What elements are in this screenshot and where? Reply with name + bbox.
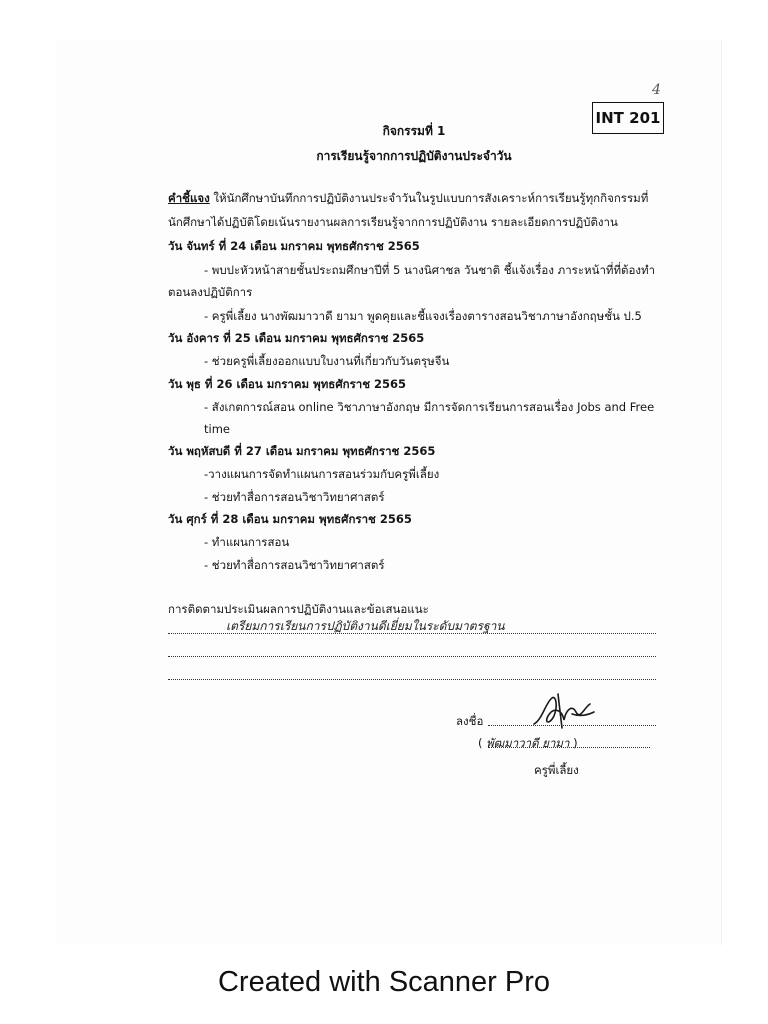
signer-name-line: ( พัฒมาวาดี ยามา ) — [478, 736, 578, 750]
day-item: - สังเกตการณ์สอน online วิชาภาษาอังกฤษ มีการจัดการเรียนการสอนเรื่อง Jobs and Free — [204, 400, 655, 414]
instruction-line-2: นักศึกษาได้ปฏิบัติโดยเน้นรายงานผลการเรียนรู้จากการปฏิบัติงาน รายละเอียดการปฏิบัติงาน — [168, 215, 618, 229]
signer-role: ครูพี่เลี้ยง — [534, 763, 579, 777]
evaluation-dotted-line — [168, 656, 656, 657]
day-item: - ช่วยทำสื่อการสอนวิชาวิทยาศาสตร์ — [204, 558, 385, 572]
day-item: - ครูพี่เลี้ยง นางพัฒมาวาดี ยามา พูดคุยและชี้แจงเรื่องตารางสอนวิชาภาษาอังกฤษชั้น ป.5 — [204, 309, 642, 323]
handwritten-signature — [528, 690, 598, 732]
page-number-mark: 4 — [652, 82, 661, 98]
day-item: ตอนลงปฏิบัติการ — [168, 285, 253, 299]
scanner-caption: Created with Scanner Pro — [217, 966, 551, 998]
day-item: time — [204, 422, 230, 436]
day-heading: วัน จันทร์ ที่ 24 เดือน มกราคม พุทธศักราช 2565 — [168, 239, 420, 253]
day-item: - ทำแผนการสอน — [204, 535, 290, 549]
day-item: -วางแผนการจัดทำแผนการสอนร่วมกับครูพี่เลี้ยง — [204, 467, 440, 481]
activity-subtitle: การเรียนรู้จากการปฏิบัติงานประจำวัน — [316, 149, 512, 163]
evaluation-label: การติดตามประเมินผลการปฏิบัติงานและข้อเสนอแนะ — [168, 602, 429, 616]
day-heading: วัน พุธ ที่ 26 เดือน มกราคม พุทธศักราช 2565 — [168, 377, 407, 391]
day-item: - พบปะหัวหน้าสายชั้นประถมศึกษาปีที่ 5 นางนิศาชล วันชาติ ชี้แจ้งเรื่อง ภาระหน้าที่ที่ต้องทำ — [204, 263, 656, 277]
sign-label: ลงชื่อ — [456, 714, 484, 728]
evaluation-dotted-line — [168, 679, 656, 680]
evaluation-handwritten-text: เตรียมการเรียนการปฏิบัติงานดีเยี่ยมในระดับมาตรฐาน — [226, 619, 505, 633]
signer-name: พัฒมาวาดี ยามา — [486, 736, 570, 750]
day-heading: วัน ศุกร์ ที่ 28 เดือน มกราคม พุทธศักราช 2565 — [168, 512, 412, 526]
day-item: - ช่วยทำสื่อการสอนวิชาวิทยาศาสตร์ — [204, 490, 385, 504]
instruction-label: คำชี้แจง — [168, 191, 210, 205]
instruction-text-1: ให้นักศึกษาบันทึกการปฏิบัติงานประจำวันในรูปแบบการสังเคราะห์การเรียนรู้ทุกกิจกรรมที่ — [213, 191, 649, 205]
course-code-box: INT 201 — [592, 102, 664, 134]
instruction-line-1 — [168, 190, 648, 208]
evaluation-dotted-line — [168, 633, 656, 634]
name-dotted-line — [488, 747, 650, 748]
day-heading: วัน อังคาร ที่ 25 เดือน มกราคม พุทธศักราช 2565 — [168, 331, 425, 345]
activity-title: กิจกรรมที่ 1 — [382, 124, 446, 138]
day-heading: วัน พฤหัสบดี ที่ 27 เดือน มกราคม พุทธศักราช 2565 — [168, 444, 436, 458]
scanned-page — [56, 40, 722, 945]
day-item: - ช่วยครูพี่เลี้ยงออกแบบใบงานที่เกี่ยวกับวันตรุษจีน — [204, 354, 450, 368]
